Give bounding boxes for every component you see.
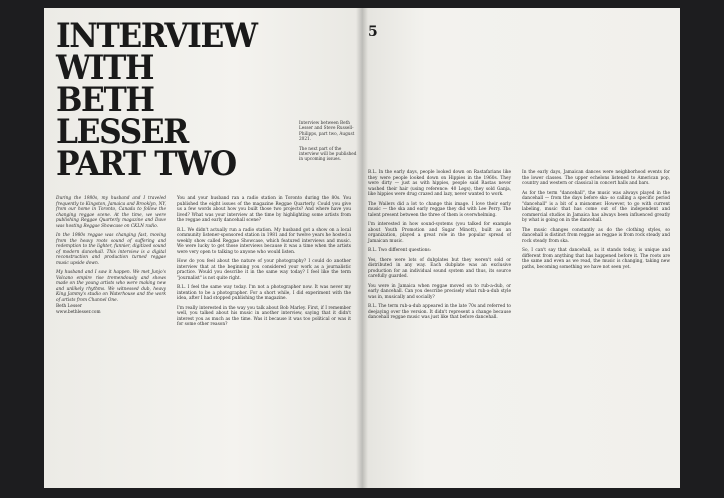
intro-paragraph: My husband and I saw it happen. We met Junjo's Volcano empire rise tremendously and shows made on the young artists who were making new and unlikely rhythms. We witnessed dub, heavy King Jammy's studio on Waterhouse and the work of artists from Channel One. <box>56 270 166 303</box>
interview-paragraph: I'm really interested in the way you talk about Bob Marley. First, if I remember well, you talked about his music in another interview, saying that it didn't interest you as much as the time. Was it because it was too political or was it for some other reason? <box>177 305 351 327</box>
interview-paragraph: You and your husband ran a radio station in Toronto during the 80s. You published the eight issues of the magazine Reggae Quarterly. Could you give us a few words about how you built those two projects? And where have you lived? What was your interview at the time by highlighting some artists from the reggae and early dancehall scene? <box>177 196 351 223</box>
page-title <box>56 16 268 184</box>
caption-paragraph: The next part of the interview will be published in upcoming issues. <box>299 145 357 162</box>
left-page <box>44 8 362 488</box>
interview-paragraph: B.L. The term rub-a-dub appeared in the late 70s and referred to deejaying over the version. It didn't represent a change because dancehall reggae music was just like that before dancehall. <box>368 304 511 320</box>
interview-paragraph: As for the term "dancehall", the music was always played in the dancehall — from the days before ska- so calling a specific period "dancehall" is a bit of a misnomer. However, to go with current labeling, music that has come out of the independent and commercial studios in Jamaica has always been influenced greatly by what is going on in the dancehall. <box>522 190 670 223</box>
interview-paragraph: B.L. We didn't actually run a radio station. My husband got a show on a local community listener-sponsored station in 1981 and for twelve years he hosted a weekly show called Reggae Showcase, which featured interviews and music. We were lucky to get those interviews because it was a time when the artists were very open to talking to anyone who would listen. <box>177 227 351 255</box>
interview-paragraph: In the early days, Jamaican dances were neighborhood events for the lower classes. The upper echelons listened to American pop, country and western or classical in concert halls and bars. <box>522 170 670 186</box>
interview-paragraph: B.L. In the early days, people looked down on Rastafarians like they were people looked down on Hippies in the 1960s. They were dirty — just as with hippies, people said Rastas never washed their hair (using reference: 40 Legs), they sold Ganja, like hippies were drug crazed and lazy, never wanted to work. <box>368 170 511 197</box>
interview-paragraph: B.L. I feel the same way today. I'm not a photographer now. It was never my intention to be a photographer. For a short while, I did experiment with the idea, after I had stopped publishing the magazine. <box>177 285 351 301</box>
author-signature <box>56 304 166 315</box>
intro-paragraph: In the 1980s reggae was changing fast, moving from the heavy roots sound of suffering and redemption to the lighter, funnier, digitized sound of modern dancehall. This interview is a digital reconstruction and production turned reggae music upside down. <box>56 233 166 266</box>
page-number: 5 <box>368 24 378 40</box>
title-line: WITH <box>56 48 154 88</box>
right-page <box>362 8 680 488</box>
title-line: INTERVIEW <box>56 16 257 56</box>
author-website: www.bethlesser.com <box>56 309 101 315</box>
interview-paragraph: I'm interested in how sound-systems (you talked for example about Youth Promotion and Sugar Minott), built as an organization, played a great role in the popular spread of Jamaican music. <box>368 222 511 244</box>
title-line: PART TWO <box>56 144 236 184</box>
interview-paragraph: The music changes constantly as do the clothing styles, so dancehall is distinct from reggae as reggae is from rock steady and rock steady from ska. <box>522 227 670 244</box>
interview-paragraph: B.L. Two different questions: <box>368 248 432 253</box>
interview-paragraph: You were in Jamaica when reggae moved on to rub-a-dub, or early dancehall. Can you describe precisely what rub-a-dub style was in, musically and socially? <box>368 283 511 300</box>
interview-column-left <box>177 196 351 332</box>
interview-paragraph: How do you feel about the nature of your photography? I could do another interview that at the beginning you considered your work as a journalistic practice. Would you describe it in the same way today? I feel like the term "journalist" is not quite right. <box>177 259 351 281</box>
caption-paragraph: Interview between Beth Lesser and Steve Russell-Philipps, part two, August 2021. <box>299 120 355 142</box>
intro-paragraph: During the 1980s, my husband and I traveled frequently to Kingston, Jamaica and Brooklyn, NY, from our home in Toronto, Canada to follow the changing reggae scene. At the time, we were publishing Reggae Quarterly magazine and Dave was hosting Reggae Showcase on CKLN radio. <box>56 196 166 229</box>
interview-column-right-2 <box>522 170 670 274</box>
interview-paragraph: The Wailers did a lot to change this image. I love their early music — the ska and early reggae they did with Lee Perry. The talent present between the three of them is overwhelming. <box>368 201 511 218</box>
interview-paragraph: So, I can't say that dancehall, as it stands today, is unique and different from anything that has happened before it. The roots are the same and even as we read, the music is changing, taking new paths, becoming something we have not seen yet. <box>522 248 670 270</box>
title-line: BETH LESSER <box>56 80 188 152</box>
page-gutter <box>356 8 368 488</box>
author-name: Beth Lesser <box>56 304 82 309</box>
intro-column <box>56 196 166 307</box>
photo-caption <box>299 120 359 166</box>
interview-column-right-1 <box>368 170 511 325</box>
interview-paragraph: Yes, there were lots of dubplates but they weren't sold or distributed in any way. Each dubplate was an exclusive production for an individual sound system and thus, its source carefully guarded. <box>368 257 511 279</box>
